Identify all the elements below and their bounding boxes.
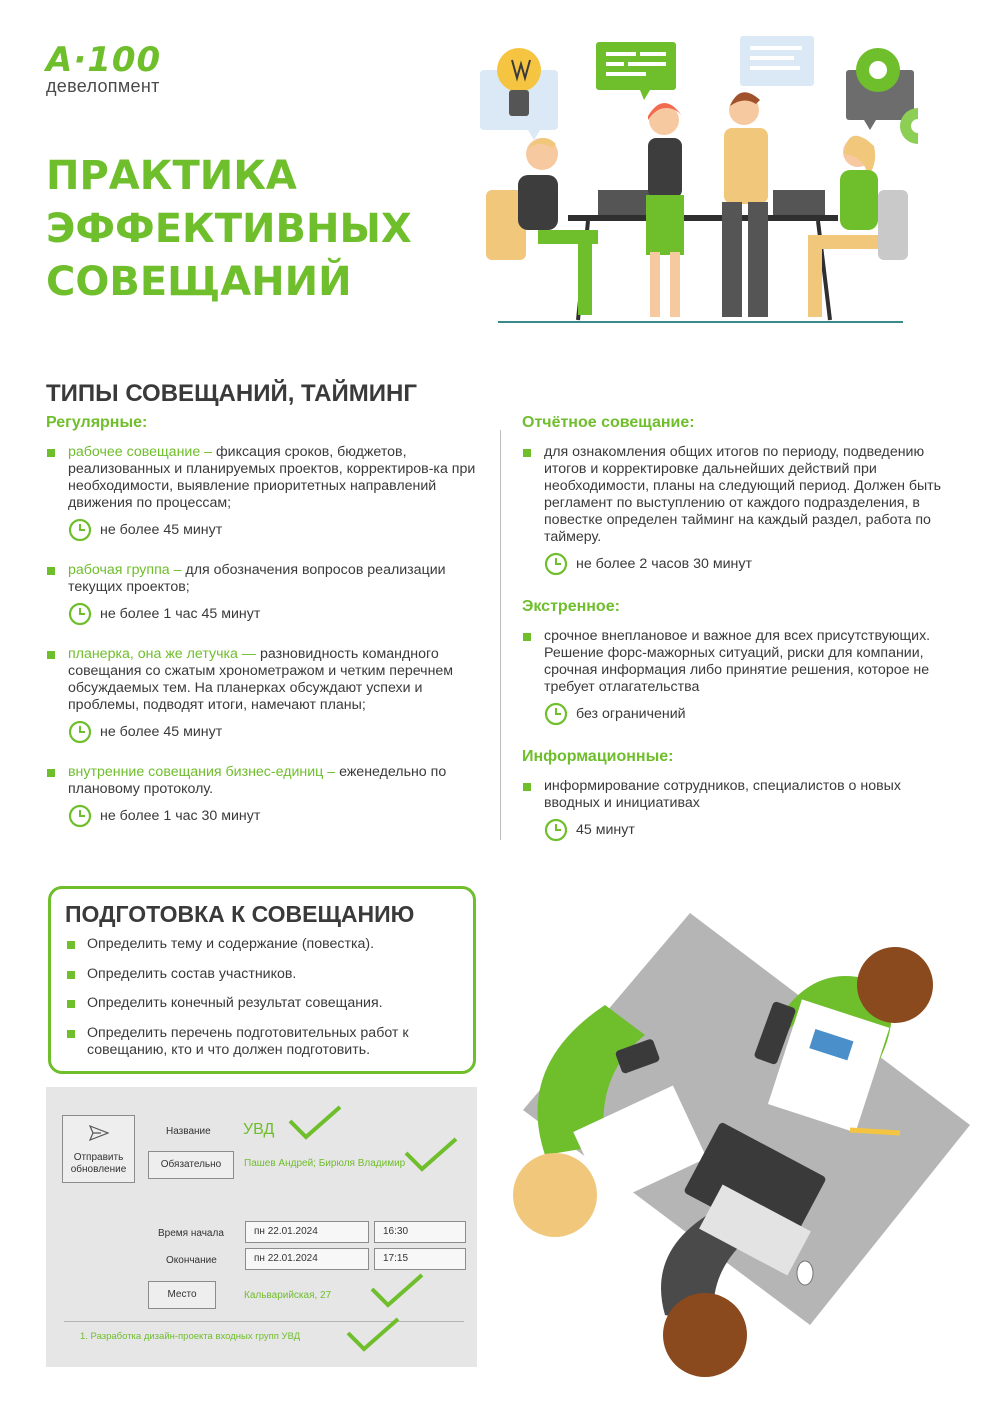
location-button[interactable]: Место bbox=[148, 1281, 216, 1309]
agenda-item[interactable]: 1. Разработка дизайн-проекта входных групп УВД bbox=[80, 1331, 301, 1342]
timing: не более 2 часов 30 минут bbox=[544, 552, 942, 576]
timing: не более 45 минут bbox=[68, 720, 476, 744]
send-icon bbox=[89, 1124, 109, 1142]
timing: без ограничений bbox=[544, 702, 942, 726]
list-item: Определить состав участников. bbox=[65, 966, 459, 984]
start-time-label: Время начала bbox=[158, 1228, 224, 1239]
clock-icon bbox=[68, 602, 92, 626]
list-item: Определить перечень подготовительных работ к совещанию, кто и что должен подготовить. bbox=[65, 1025, 459, 1060]
list-item: Определить тему и содержание (повестка). bbox=[65, 936, 459, 954]
clock-icon bbox=[544, 702, 568, 726]
other-meetings-column bbox=[522, 414, 942, 842]
title-line: СОВЕЩАНИЙ bbox=[46, 259, 352, 305]
end-time-field[interactable]: 17:15 bbox=[374, 1248, 466, 1270]
end-date-field[interactable]: пн 22.01.2024 bbox=[245, 1248, 369, 1270]
checkmark-icon bbox=[344, 1315, 402, 1355]
emergency-heading: Экстренное: bbox=[522, 598, 620, 615]
company-logo bbox=[46, 42, 196, 96]
list-item: внутренние совещания бизнес-единиц – еженедельно по плановому протоколу. bbox=[46, 764, 476, 798]
checkmark-icon bbox=[368, 1271, 426, 1311]
list-item: рабочая группа – для обозначения вопросов реализации текущих проектов; bbox=[46, 562, 476, 596]
preparation-box bbox=[48, 886, 476, 1074]
list-item: рабочее совещание – фиксация сроков, бюджетов, реализованных и планируемых проектов, корректиров-ка при необходимости, выявление приоритетных направлений движения по процессам; bbox=[46, 444, 476, 512]
list-item: срочное внеплановое и важное для всех присутствующих. Решение форс-мажорных ситуаций, риски для компании, срочная информация либо принятие решения, которое не требует отлагательства bbox=[522, 628, 942, 696]
regular-heading: Регулярные: bbox=[46, 414, 148, 431]
start-date-field[interactable]: пн 22.01.2024 bbox=[245, 1221, 369, 1243]
start-time-field[interactable]: 16:30 bbox=[374, 1221, 466, 1243]
section-title-types: ТИПЫ СОВЕЩАНИЙ, ТАЙМИНГ bbox=[46, 380, 417, 407]
logo-subtitle: девелопмент bbox=[46, 76, 160, 96]
regular-meetings-column bbox=[46, 414, 476, 828]
required-attendees-button[interactable]: Обязательно bbox=[148, 1151, 234, 1179]
name-label: Название bbox=[166, 1126, 211, 1137]
timing: не более 45 минут bbox=[68, 518, 476, 542]
list-item: Определить конечный результат совещания. bbox=[65, 995, 459, 1013]
end-time-label: Окончание bbox=[166, 1255, 217, 1266]
title-line: ПРАКТИКА bbox=[46, 153, 297, 199]
info-heading: Информационные: bbox=[522, 748, 674, 765]
desk-meeting-illustration bbox=[505, 905, 975, 1405]
checkmark-icon bbox=[286, 1103, 344, 1143]
column-divider bbox=[500, 430, 501, 840]
form-divider bbox=[64, 1321, 464, 1322]
meeting-invite-form bbox=[46, 1087, 477, 1367]
clock-icon bbox=[544, 552, 568, 576]
team-meeting-illustration bbox=[478, 30, 918, 330]
page-title bbox=[46, 150, 466, 309]
timing: 45 минут bbox=[544, 818, 942, 842]
title-line: ЭФФЕКТИВНЫХ bbox=[46, 206, 412, 252]
logo-mark: A·100 bbox=[46, 40, 162, 80]
preparation-title: ПОДГОТОВКА К СОВЕЩАНИЮ bbox=[65, 901, 415, 927]
required-attendees-value[interactable]: Пашев Андрей; Бирюля Владимир bbox=[244, 1158, 406, 1169]
send-update-button[interactable]: Отправить обновление bbox=[62, 1115, 135, 1183]
clock-icon bbox=[544, 818, 568, 842]
location-value[interactable]: Кальварийская, 27 bbox=[244, 1290, 332, 1301]
timing: не более 1 час 45 минут bbox=[68, 602, 476, 626]
report-heading: Отчётное совещание: bbox=[522, 414, 695, 431]
checkmark-icon bbox=[402, 1135, 460, 1175]
clock-icon bbox=[68, 804, 92, 828]
list-item: для ознакомления общих итогов по периоду, подведению итогов и корректировке дальнейших действий при необходимости, планы на следующий период. Должен быть регламент по выступлению от каждого подразделения, в повестке определен тайминг на каждый раздел, работа по таймеру. bbox=[522, 444, 942, 546]
list-item: информирование сотрудников, специалистов о новых вводных и инициативах bbox=[522, 778, 942, 812]
name-value[interactable]: УВД bbox=[243, 1121, 275, 1138]
clock-icon bbox=[68, 518, 92, 542]
clock-icon bbox=[68, 720, 92, 744]
chat-bubble-icon bbox=[740, 36, 814, 86]
list-item: планерка, она же летучка — разновидность командного совещания со сжатым хронометражом и четким перечнем обсуждаемых тем. На планерках обсуждают успехи и проблемы, подводят итоги, намечают планы; bbox=[46, 646, 476, 714]
timing: не более 1 час 30 минут bbox=[68, 804, 476, 828]
